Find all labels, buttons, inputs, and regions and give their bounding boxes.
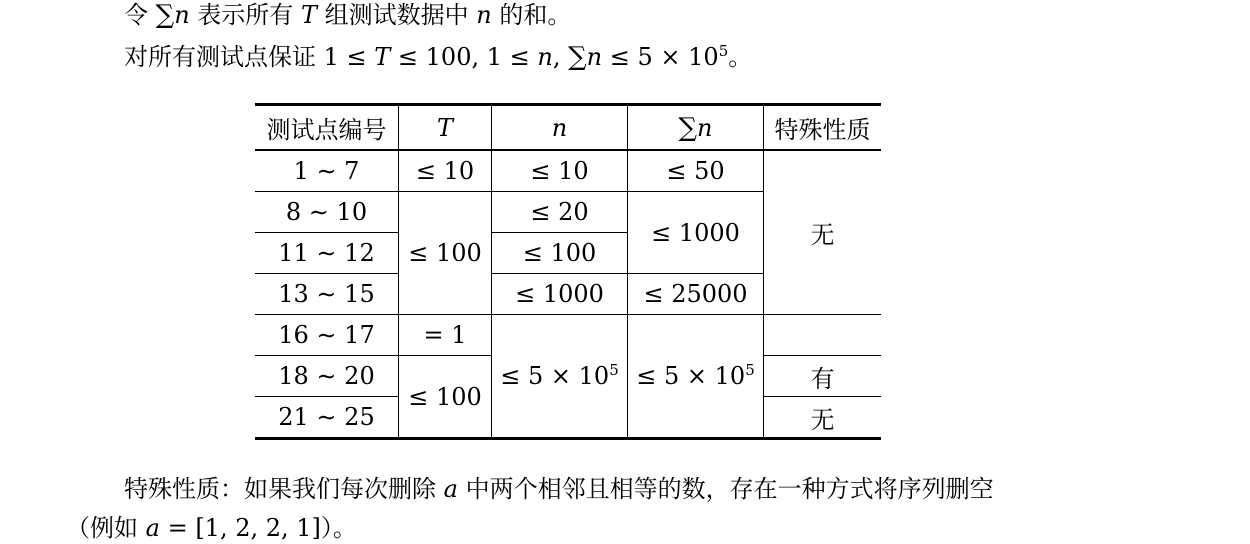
cell-t: = 1	[399, 315, 492, 356]
table-row	[255, 150, 881, 192]
text-fragment: 中两个相邻且相等的数，存在一种方式将序列删空	[457, 475, 994, 503]
text-fragment: （例如	[66, 514, 146, 542]
header-special-property: 特殊性质	[764, 105, 882, 151]
cell-t: ≤ 10	[399, 150, 492, 192]
cell-n: ≤ 1000	[492, 274, 628, 315]
cell-n: ≤ 10	[492, 150, 628, 192]
header-test-id: 测试点编号	[255, 105, 399, 151]
math-var-n: n	[586, 43, 603, 71]
cell-test-id: 18 ∼ 20	[255, 356, 399, 397]
exponent: 5	[609, 361, 619, 379]
text-fragment: 。	[728, 43, 753, 71]
text-fragment: 令	[124, 1, 156, 29]
cell-test-id: 16 ∼ 17	[255, 315, 399, 356]
sigma-symbol: ∑	[155, 0, 175, 30]
cell-t: ≤ 100	[399, 192, 492, 315]
cell-special: 无	[764, 397, 882, 439]
cell-special: 有	[764, 356, 882, 397]
cell-n	[492, 315, 628, 439]
text-fragment: 组测试数据中	[316, 1, 477, 29]
exponent: 5	[745, 361, 755, 379]
math-fragment: ,	[552, 43, 569, 71]
constraints-table	[255, 103, 881, 440]
header-sum-n	[628, 105, 764, 151]
header-n: n	[492, 105, 628, 151]
table-row	[255, 315, 881, 356]
cell-test-id: 13 ∼ 15	[255, 274, 399, 315]
math-fragment: = [1, 2, 2, 1]	[159, 514, 321, 542]
cell-special: 无	[764, 150, 882, 315]
math-var-t: T	[300, 1, 317, 29]
text-fragment: 对所有测试点保证	[124, 43, 324, 71]
cell-sum-n	[628, 315, 764, 439]
cell-sum-n: ≤ 1000	[628, 192, 764, 274]
cell-test-id: 11 ∼ 12	[255, 233, 399, 274]
cell-n: ≤ 100	[492, 233, 628, 274]
math-var-t: T	[374, 43, 391, 71]
math-var-n: n	[697, 113, 713, 142]
cell-t: ≤ 100	[399, 356, 492, 439]
cell-n: ≤ 20	[492, 192, 628, 233]
table-header-row	[255, 105, 881, 151]
exponent: 5	[718, 42, 729, 60]
math-fragment: ≤ 5 × 10	[602, 43, 719, 71]
cell-test-id: 1 ∼ 7	[255, 150, 399, 192]
math-var-n: n	[476, 1, 492, 29]
sigma-symbol: ∑	[678, 112, 698, 143]
math-var-n: n	[537, 43, 553, 71]
constraint-line	[124, 42, 752, 72]
cell-test-id: 21 ∼ 25	[255, 397, 399, 439]
special-property-line	[124, 474, 994, 504]
sum-definition-line	[124, 0, 571, 30]
math-fragment: ≤ 100, 1 ≤	[390, 43, 538, 71]
math-var-n: n	[174, 1, 190, 29]
math-fragment: ≤ 5 × 10	[500, 362, 610, 390]
text-fragment: 表示所有	[189, 1, 301, 29]
cell-sum-n: ≤ 25000	[628, 274, 764, 315]
text-fragment: ）。	[320, 514, 357, 542]
cell-special	[764, 315, 882, 356]
text-fragment: 特殊性质：如果我们每次删除	[124, 475, 444, 503]
math-fragment: 1 ≤	[323, 43, 375, 71]
header-t: T	[399, 105, 492, 151]
example-line	[66, 513, 357, 543]
cell-sum-n: ≤ 50	[628, 150, 764, 192]
math-fragment: ≤ 5 × 10	[636, 362, 746, 390]
math-var-a: a	[145, 514, 160, 542]
text-fragment: 的和。	[491, 1, 572, 29]
cell-test-id: 8 ∼ 10	[255, 192, 399, 233]
math-var-a: a	[443, 475, 458, 503]
sigma-symbol: ∑	[568, 42, 587, 72]
